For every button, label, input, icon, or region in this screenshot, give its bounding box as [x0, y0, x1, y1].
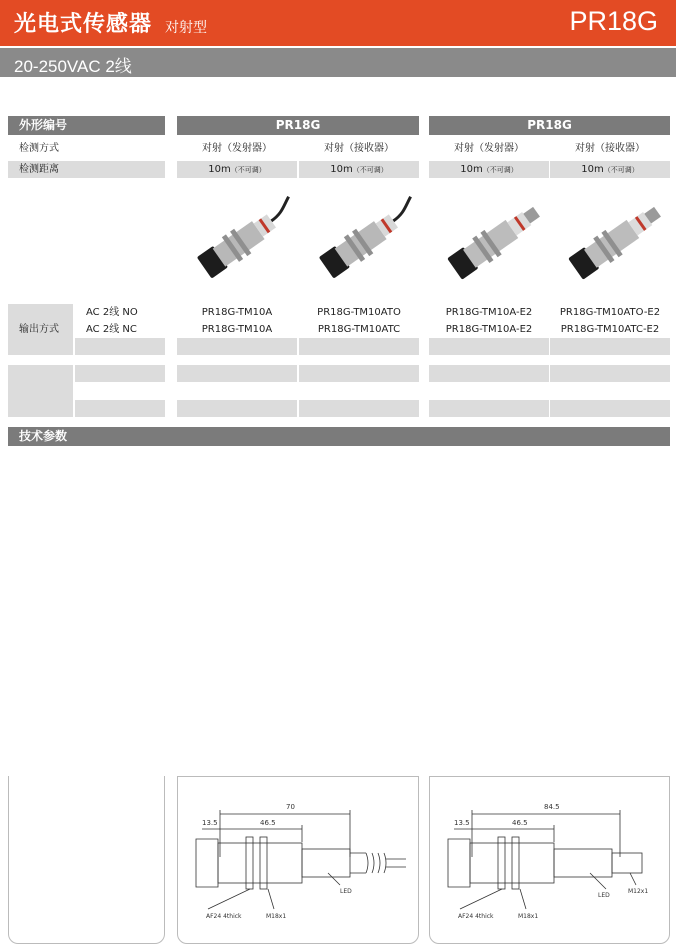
output-model-value: PR18G-TM10A-E2	[445, 324, 533, 335]
output-model-value	[177, 338, 297, 355]
blank-cell	[550, 400, 670, 417]
group-header: PR18G	[429, 116, 670, 135]
page-header	[0, 0, 676, 46]
output-model-value: PR18G-TM10ATC-E2	[560, 324, 660, 335]
output-model-value: PR18G-TM10A-E2	[445, 307, 533, 318]
shape-id-header: 外形编号	[8, 116, 165, 135]
distance-value: 10m	[460, 164, 483, 175]
blank-cell	[75, 365, 165, 382]
output-model-value: PR18G-TM10A	[201, 307, 273, 318]
distance-value: 10m	[208, 164, 231, 175]
blank-cell	[75, 400, 165, 417]
blank-cell	[550, 365, 670, 382]
blank-cell	[299, 365, 419, 382]
distance-value: 10m	[330, 164, 353, 175]
page-title: 光电式传感器	[14, 12, 153, 37]
output-mode-label: 输出方式	[8, 304, 73, 355]
blank-cell	[550, 382, 670, 399]
model-name: PR18G	[569, 6, 658, 36]
dim-label-af: AF24 4thick	[206, 913, 242, 920]
voltage-label: 20-250VAC 2线	[14, 57, 132, 76]
dim-label-led: LED	[598, 892, 610, 899]
detect-distance-label: 检测距离	[8, 161, 165, 178]
output-model-value: PR18G-TM10ATO	[317, 307, 401, 318]
output-model-value: PR18G-TM10A	[201, 324, 273, 335]
output-model-value	[299, 338, 419, 355]
distance-note: （不可调）	[603, 166, 639, 174]
dim-label-af: AF24 4thick	[458, 913, 494, 920]
detect-distance-value	[299, 161, 419, 178]
output-model-value: PR18G-TM10ATO-E2	[559, 307, 661, 318]
detect-method-value: 对射（发射器）	[202, 143, 272, 154]
distance-value: 10m	[581, 164, 604, 175]
detect-method-value: 对射（接收器）	[324, 143, 394, 154]
dim-label-thread: M18x1	[518, 913, 539, 920]
blank-cell	[299, 382, 419, 399]
output-row-label: AC 2线 NC	[86, 324, 137, 335]
group-header: PR18G	[177, 116, 419, 135]
voltage-band	[0, 48, 676, 77]
dim-body: 46.5	[512, 819, 528, 827]
blank-cell	[177, 365, 297, 382]
output-row-label: AC 2线 NO	[86, 307, 138, 318]
detect-distance-value	[550, 161, 670, 178]
dim-label-m12: M12x1	[628, 888, 649, 895]
dim-front: 13.5	[454, 819, 470, 827]
page-subtitle: 对射型	[165, 20, 207, 36]
dim-label-led: LED	[340, 888, 352, 895]
photo-receiver-connector	[550, 190, 670, 295]
distance-note: （不可调）	[230, 166, 266, 174]
photo-emitter-cable	[177, 190, 297, 295]
blank-block	[8, 365, 73, 417]
blank-cell	[429, 382, 549, 399]
dim-overall: 70	[286, 803, 295, 811]
distance-note: （不可调）	[482, 166, 518, 174]
detect-distance-value	[429, 161, 549, 178]
spec-section-header: 技术参数	[8, 427, 670, 446]
dimension-drawing-connector	[429, 776, 670, 944]
dim-label-thread: M18x1	[266, 913, 287, 920]
detect-method-label: 检测方式	[19, 143, 59, 154]
output-row-label	[75, 338, 165, 355]
distance-note: （不可调）	[352, 166, 388, 174]
dim-front: 13.5	[202, 819, 218, 827]
blank-cell	[299, 400, 419, 417]
photo-receiver-cable	[299, 190, 419, 295]
dim-overall: 84.5	[544, 803, 560, 811]
dim-body: 46.5	[260, 819, 276, 827]
blank-cell	[177, 400, 297, 417]
blank-cell	[75, 382, 165, 399]
blank-cell	[177, 382, 297, 399]
output-model-value: PR18G-TM10ATC	[317, 324, 401, 335]
blank-cell	[429, 400, 549, 417]
detect-method-value: 对射（发射器）	[454, 143, 524, 154]
detect-distance-value	[177, 161, 297, 178]
photo-emitter-connector	[429, 190, 549, 295]
output-model-value	[429, 338, 549, 355]
detect-method-value: 对射（接收器）	[575, 143, 645, 154]
blank-cell	[429, 365, 549, 382]
dimension-drawing-cable	[177, 776, 419, 944]
empty-drawing-panel	[8, 776, 165, 944]
output-model-value	[550, 338, 670, 355]
